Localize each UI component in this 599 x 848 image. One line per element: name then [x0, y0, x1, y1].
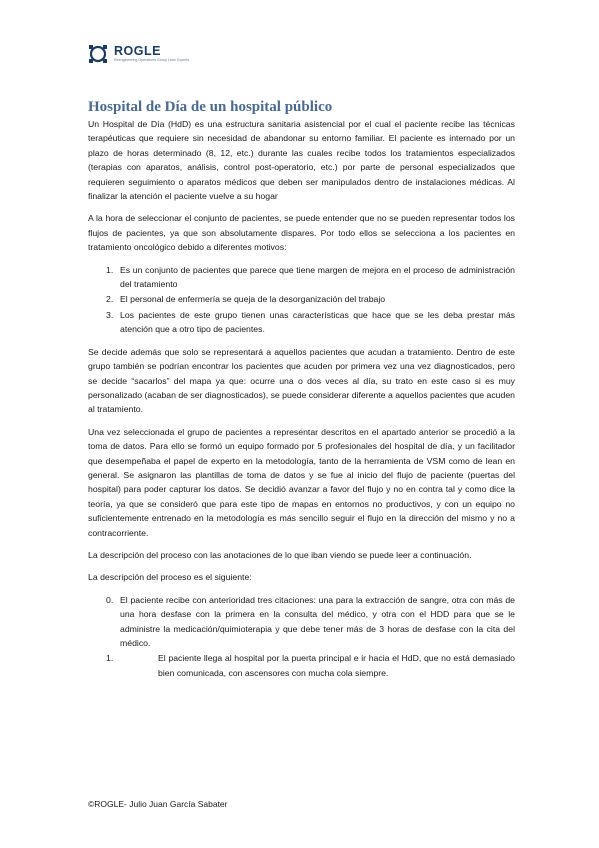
paragraph-intro: Un Hospital de Día (HdD) es una estructura sanitaria asistencial por el cual el paciente recibe las técnicas terapéuticas que requiere sin necesidad de abandonar su entorno familiar. El paciente es internado por un plazo de horas determinado (8, 12, etc.) durante las cuales recibe todos los tratamientos especializados (terapias con aparatos, análisis, control post-operatorio, etc.) por parte de personal especializados que requieren seguimiento o aparatos médicos que deben ser manipulados dentro de instalaciones médicas. Al finalizar la atención el paciente vuelve a su hogar — [88, 119, 515, 202]
list-item-number: 2. — [106, 294, 114, 305]
reasons-list — [88, 263, 515, 337]
list-item — [88, 651, 515, 680]
paragraph-process-heading: La descripción del proceso es el siguiente: — [88, 572, 252, 583]
process-steps-list — [88, 593, 515, 680]
list-item — [88, 292, 515, 306]
list-item — [88, 263, 515, 292]
paragraph-data-collection: Una vez seleccionada el grupo de pacientes a representar descritos en el apartado anterior se procedió a la toma de datos. Para ello se formó un equipo formado por 5 profesionales del hospital de día, y un facilitador que desempeñaba el papel de experto en la metodología, tanto de la herramienta de VSM como de lean en general. Se asignaron las plantillas de toma de datos y se fue al inicio del flujo de paciente (puertas del hospital) para poder capturar los datos. Se decidió avanzar a favor del flujo y no en contra tal y como dice la teoría, ya que se consideró que para este tipo de mapas en entornos no productivos, y con un equipo no suficientemente entrenado en la metodología es más sencillo seguir el flujo en la dirección del mismo y no a contracorriente. — [88, 426, 515, 538]
paragraph-selection: A la hora de seleccionar el conjunto de pacientes, se puede entender que no se pueden representar todos los flujos de pacientes, ya que son absolutamente dispares. Por todo ellos se selecciona a los pacientes en tratamiento oncológico debido a diferentes motivos: — [88, 213, 515, 253]
rogle-logo-icon — [88, 44, 108, 64]
list-item-number: 3. — [106, 309, 114, 320]
list-item — [88, 308, 515, 337]
list-item-text: El paciente llega al hospital por la puerta principal e ir hacia el HdD, que no está demasiado bien comunicada, con ascensores con mucha cola siempre. — [158, 653, 515, 678]
logo-tagline: Reengineering Operations Group Lean Experts — [114, 58, 190, 63]
paragraph-process-intro: La descripción del proceso con las anotaciones de lo que iban viendo se puede leer a continuación. — [88, 549, 472, 560]
list-item-text: Es un conjunto de pacientes que parece que tiene margen de mejora en el proceso de administración del tratamiento — [120, 264, 515, 290]
logo — [88, 44, 206, 64]
logo-name: ROGLE — [114, 44, 161, 59]
list-item — [88, 593, 515, 651]
document-body — [88, 98, 515, 688]
page-footer: ©ROGLE- Julio Juan García Sabater — [88, 799, 228, 809]
list-item-number: 1. — [106, 653, 114, 664]
list-item-text: El personal de enfermería se queja de la desorganización del trabajo — [120, 294, 386, 305]
list-item-text: Los pacientes de este grupo tienen unas características que hace que se les deba prestar más atención que a otro tipo de pacientes. — [120, 309, 515, 335]
list-item-number: 1. — [106, 264, 114, 275]
list-item-text: El paciente recibe con anterioridad tres citaciones: una para la extracción de sangre, otra con más de una hora desfase con la primera en la consulta del médico, y otra con el HDD para que se le administre la medicación/quimioterapia y que debe tener más de 3 horas de desfase con la cita del médico. — [120, 594, 515, 648]
paragraph-treatment: Se decide además que solo se representará a aquellos pacientes que acudan a tratamiento. Dentro de este grupo también se podrían encontrar los pacientes que acuden por primera vez una vez diagnosticados, pero se decide “sacarlos” del mapa ya que: ocurre una o dos veces al día, su trato en este caso si es muy personalizado (acaban de ser diagnosticados), se puede considerar diferente a aquellos pacientes que acuden al tratamiento. — [88, 346, 515, 415]
list-item-number: 0. — [106, 594, 114, 605]
document-title: Hospital de Día de un hospital público — [88, 99, 333, 115]
